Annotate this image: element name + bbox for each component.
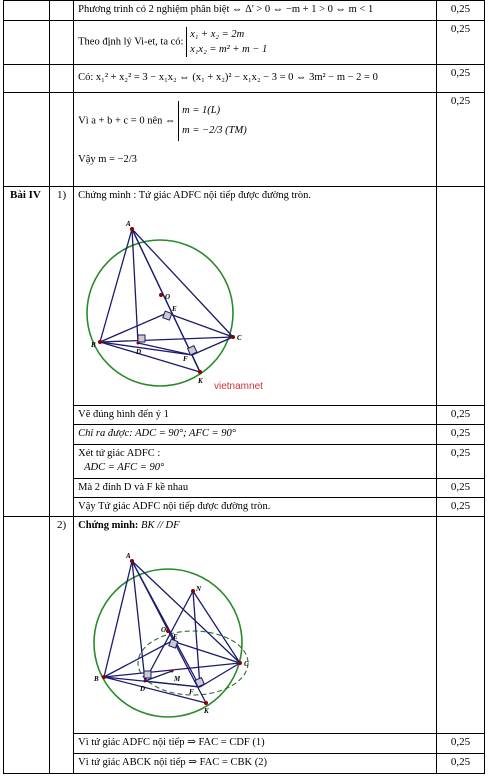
row-condition [4, 1, 485, 21]
label-A: A [126, 220, 131, 228]
figure-2 [88, 541, 288, 731]
equation-text: Có: x₁² + x₂² = 3 − x₁x₂ ⇔ (x₁ + x₂)² − x₁x₂ − 3 = 0 ⇔ 3m² − m − 2 = 0 [74, 65, 437, 93]
solution-line2: m = −2/3 (TM) [182, 125, 247, 136]
step-row [4, 445, 485, 479]
score: 0,25 [436, 425, 484, 445]
step-text: Chỉ ra được: ADC = 90°; AFC = 90° [74, 425, 437, 445]
score: 0,25 [436, 1, 484, 21]
condition-text: Phương trình có 2 nghiệm phân biệt ⇔ Δ' > 0 ⇔ −m + 1 > 0 ⇔ m < 1 [74, 1, 437, 21]
step-text: Vẽ đúng hình đến ý 1 [74, 406, 437, 425]
part1-number: 1) [50, 187, 74, 517]
score: 0,25 [436, 406, 484, 425]
label-A: A [126, 552, 131, 560]
step-text: Vì tứ giác ABCK nội tiếp ⇒ FAC = CBK (2) [74, 754, 437, 774]
step-row [4, 406, 485, 425]
score: 0,25 [436, 65, 484, 93]
row-vieta [4, 21, 485, 65]
vieta-line1: x₁ + x₂ = 2m [190, 29, 245, 40]
vieta-line2: x₁x₂ = m² + m − 1 [190, 44, 268, 55]
solution-system [178, 101, 247, 141]
part1-heading: Chứng minh : Tứ giác ADFC nội tiếp được đường tròn. [78, 190, 312, 201]
label-C: C [237, 334, 242, 342]
row-solution [4, 93, 485, 187]
score: 0,25 [436, 754, 484, 774]
solution-cell [74, 93, 437, 187]
row-part2-figure [4, 517, 485, 734]
vieta-cell [74, 21, 437, 65]
score: 0,25 [436, 498, 484, 517]
label-F: F [183, 355, 188, 363]
solution-prefix: Vì a + b + c = 0 nên ⇔ [78, 115, 176, 127]
label-N: N [196, 585, 202, 593]
label-E: E [173, 633, 178, 641]
label-F: F [189, 688, 194, 696]
label-E: E [172, 305, 177, 313]
section-label: Bài IV [4, 187, 50, 517]
step-cell [74, 445, 437, 479]
label-B: B [94, 675, 99, 683]
step-text: Vì tứ giác ADFC nội tiếp ⇒ FAC = CDF (1) [74, 734, 437, 754]
score: 0,25 [436, 734, 484, 754]
solution-line1: m = 1(L) [182, 105, 221, 116]
score: 0,25 [436, 93, 484, 187]
step-row [4, 498, 485, 517]
label-O: O [161, 626, 167, 634]
score: 0,25 [436, 21, 484, 65]
step-row [4, 734, 485, 754]
row-equation [4, 65, 485, 93]
label-B: B [91, 341, 96, 349]
step-text2: ADC = AFC = 90° [84, 462, 165, 473]
step-text: Xét tứ giác ADFC : [78, 448, 161, 459]
watermark: vietnamnet [214, 381, 264, 392]
part2-heading-prefix: Chứng minh: [78, 520, 139, 531]
part2-cell [74, 517, 437, 734]
step-row [4, 754, 485, 774]
score: 0,25 [436, 445, 484, 479]
label-O: O [165, 293, 171, 301]
label-C: C [244, 660, 249, 668]
score: 0,25 [436, 479, 484, 498]
step-text: Vậy Tứ giác ADFC nội tiếp được đường tròn. [74, 498, 437, 517]
figure-1 [80, 213, 280, 403]
label-M: M [174, 675, 181, 683]
row-part1-figure [4, 187, 485, 406]
step-row [4, 479, 485, 498]
step-row [4, 425, 485, 445]
label-D: D [140, 685, 146, 693]
part2-heading: BK // DF [141, 520, 180, 531]
solution-conclusion: Vậy m = −2/3 [78, 154, 137, 165]
part2-number: 2) [50, 517, 74, 774]
part1-cell [74, 187, 437, 406]
answer-table [3, 0, 485, 774]
label-K: K [198, 377, 203, 385]
vieta-prefix: Theo định lý Vi-et, ta có: [78, 36, 184, 48]
vieta-system [186, 27, 267, 57]
step-text: Mà 2 đỉnh D và F kề nhau [74, 479, 437, 498]
label-D: D [136, 348, 142, 356]
label-K: K [204, 707, 209, 715]
